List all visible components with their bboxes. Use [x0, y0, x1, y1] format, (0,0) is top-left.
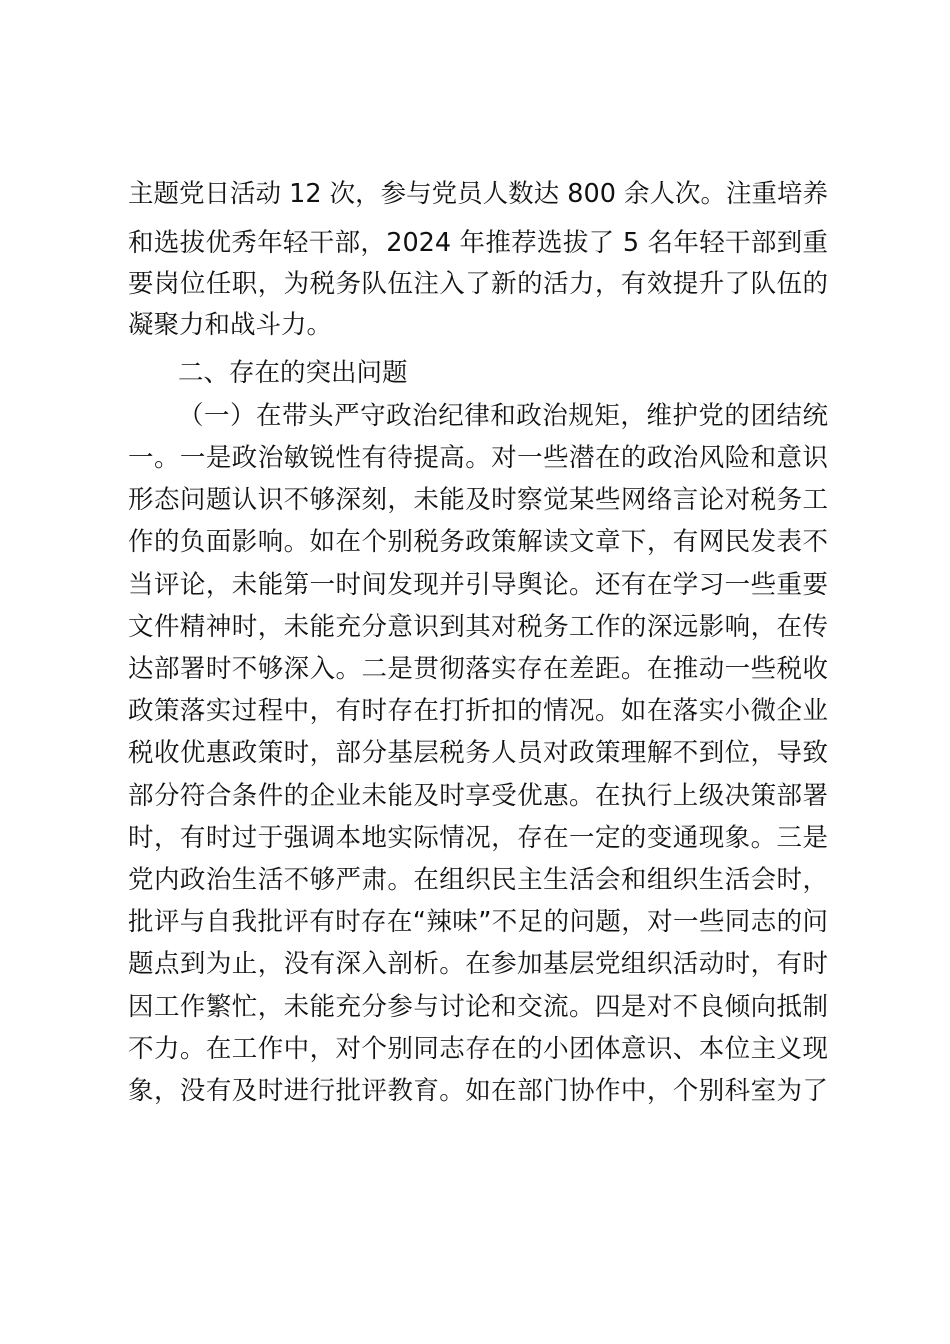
- body-text-line: 一。一是政治敏锐性有待提高。对一些潜在的政治风险和意识: [128, 443, 828, 473]
- body-text-line: 主题党日活动 12 次，参与党员人数达 800 余人次。注重培养: [128, 179, 829, 209]
- body-text-line: 和选拔优秀年轻干部，2024 年推荐选拔了 5 名年轻干部到重: [128, 228, 828, 258]
- body-text-line: 题点到为止，没有深入剖析。在参加基层党组织活动时，有时: [128, 949, 828, 979]
- body-text-line: 部分符合条件的企业未能及时享受优惠。在执行上级决策部署: [128, 781, 828, 811]
- body-text-line: 因工作繁忙，未能充分参与讨论和交流。四是对不良倾向抵制: [128, 992, 828, 1022]
- body-text-line: 党内政治生活不够严肃。在组织民主生活会和组织生活会时，: [128, 865, 828, 895]
- body-text-line: 象，没有及时进行批评教育。如在部门协作中，个别科室为了: [128, 1076, 828, 1106]
- body-text-line: 要岗位任职，为税务队伍注入了新的活力，有效提升了队伍的: [128, 269, 828, 299]
- body-text-line: 税收优惠政策时，部分基层税务人员对政策理解不到位，导致: [128, 738, 828, 768]
- body-text-line: 形态问题认识不够深刻，未能及时察觉某些网络言论对税务工: [128, 485, 828, 515]
- subsection-heading: （一）在带头严守政治纪律和政治规矩，维护党的团结统: [178, 401, 828, 431]
- body-text-line: 当评论，未能第一时间发现并引导舆论。还有在学习一些重要: [128, 570, 828, 600]
- body-text-line: 批评与自我批评有时存在“辣味”不足的问题，对一些同志的问: [128, 907, 828, 937]
- body-text-line: 达部署时不够深入。二是贯彻落实存在差距。在推动一些税收: [128, 654, 828, 684]
- body-text-line: 作的负面影响。如在个别税务政策解读文章下，有网民发表不: [128, 527, 828, 557]
- body-text-line: 凝聚力和战斗力。: [128, 310, 333, 340]
- body-text-line: 时，有时过于强调本地实际情况，存在一定的变通现象。三是: [128, 823, 828, 853]
- section-heading: 二、存在的突出问题: [178, 358, 408, 388]
- body-text-line: 文件精神时，未能充分意识到其对税务工作的深远影响，在传: [128, 612, 828, 642]
- body-text-line: 政策落实过程中，有时存在打折扣的情况。如在落实小微企业: [128, 696, 828, 726]
- body-text-line: 不力。在工作中，对个别同志存在的小团体意识、本位主义现: [128, 1034, 828, 1064]
